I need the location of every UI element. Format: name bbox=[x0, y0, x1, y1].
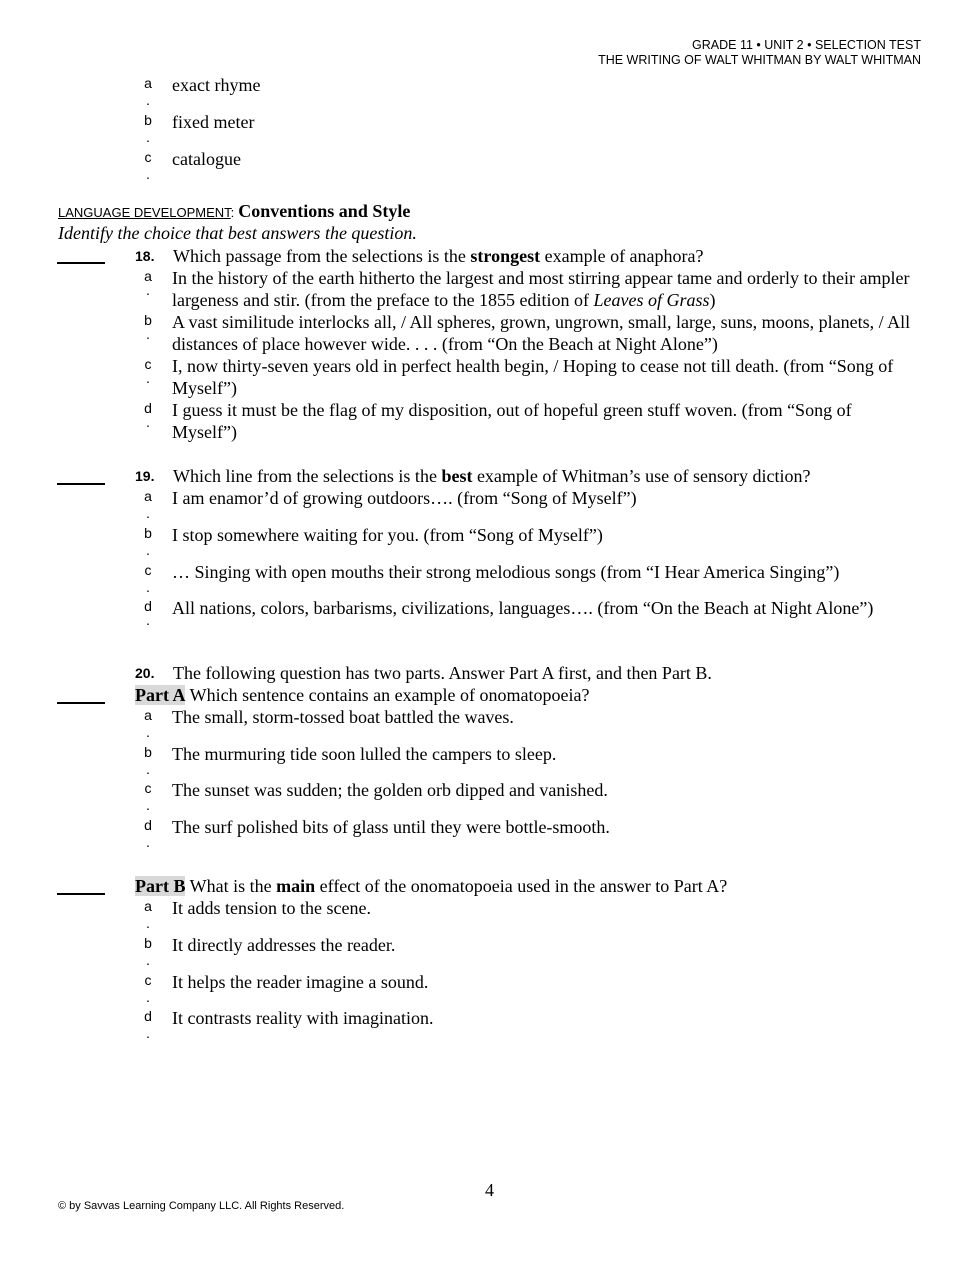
section-instructions: Identify the choice that best answers the question. bbox=[58, 223, 417, 243]
part-a-tag: Part A bbox=[135, 685, 186, 705]
option-dot: . bbox=[146, 989, 150, 1005]
header-grade-unit: GRADE 11 • UNIT 2 • SELECTION TEST bbox=[692, 38, 921, 52]
option-dot: · bbox=[145, 417, 151, 433]
option-dot: . bbox=[146, 915, 150, 931]
section-label: LANGUAGE DEVELOPMENT bbox=[58, 205, 231, 220]
option-dot: · bbox=[145, 329, 151, 345]
stem-part: effect of the onomatopoeia used in the answer to Part A? bbox=[315, 876, 728, 896]
option-letter: c bbox=[144, 780, 152, 796]
option-dot: . bbox=[146, 797, 150, 813]
option-dot: . bbox=[146, 505, 150, 521]
option-text: exact rhyme bbox=[172, 75, 261, 95]
answer-blank-20a[interactable] bbox=[57, 702, 105, 704]
option-text: … Singing with open mouths their strong melodious songs (from “I Hear America Singing”) bbox=[172, 562, 840, 582]
option-text: It helps the reader imagine a sound. bbox=[172, 972, 429, 992]
option-letter: c bbox=[144, 149, 152, 165]
question-stem-18 bbox=[173, 245, 704, 267]
option-text-end: ) bbox=[709, 290, 716, 310]
option-letter: b bbox=[144, 744, 152, 760]
option-dot: . bbox=[146, 542, 150, 558]
option-dot: . bbox=[146, 129, 150, 145]
option-letter: d bbox=[144, 598, 152, 614]
section-title: Conventions and Style bbox=[238, 201, 411, 221]
page-number: 4 bbox=[485, 1180, 494, 1200]
stem-part: example of anaphora? bbox=[540, 246, 704, 266]
option-letter: d bbox=[144, 1008, 152, 1024]
page-header bbox=[598, 38, 921, 68]
option-letter: a bbox=[144, 268, 152, 284]
option-letter: b bbox=[144, 935, 152, 951]
option-text: catalogue bbox=[172, 149, 241, 169]
option-letter: b bbox=[144, 312, 152, 328]
question-number-19: 19. bbox=[135, 468, 155, 484]
option-dot: . bbox=[146, 1025, 150, 1041]
part-b-tag: Part B bbox=[135, 876, 186, 896]
header-selection-title: THE WRITING OF WALT WHITMAN BY WALT WHITMAN bbox=[598, 53, 921, 67]
option-text: fixed meter bbox=[172, 112, 255, 132]
option-text: I stop somewhere waiting for you. (from “Song of Myself”) bbox=[172, 525, 603, 545]
option-text: I am enamor’d of growing outdoors…. (from “Song of Myself”) bbox=[172, 488, 637, 508]
option-letter: a bbox=[144, 898, 152, 914]
option-letter: a bbox=[144, 707, 152, 723]
option-letter: d bbox=[144, 400, 152, 416]
part-b-stem bbox=[135, 875, 727, 897]
option-text: A vast similitude interlocks all, / All spheres, grown, ungrown, small, large, suns, moons, planets, / All distances of place however wide. . . . (from “On the Beach at Night Alone”) bbox=[172, 312, 911, 354]
option-dot: . bbox=[146, 952, 150, 968]
stem-part: What is the bbox=[185, 876, 277, 896]
option-letter: b bbox=[144, 112, 152, 128]
answer-blank-18[interactable] bbox=[57, 262, 105, 264]
option-dot: . bbox=[146, 834, 150, 850]
option-letter: c bbox=[144, 972, 152, 988]
option-text: The murmuring tide soon lulled the campers to sleep. bbox=[172, 744, 557, 764]
section-colon: : bbox=[230, 205, 235, 220]
option-dot: · bbox=[145, 615, 151, 631]
question-intro-20: The following question has two parts. Answer Part A first, and then Part B. bbox=[173, 663, 712, 683]
option-text: I guess it must be the flag of my disposition, out of hopeful green stuff woven. (from “Song of Myself”) bbox=[172, 400, 852, 442]
answer-blank-20b[interactable] bbox=[57, 893, 105, 895]
option-dot: . bbox=[146, 724, 150, 740]
option-letter: c bbox=[144, 356, 152, 372]
option-text: It contrasts reality with imagination. bbox=[172, 1008, 434, 1028]
option-text-italic: Leaves of Grass bbox=[593, 290, 710, 310]
option-dot: . bbox=[146, 166, 150, 182]
option-dot: · bbox=[145, 285, 151, 301]
part-a-stem bbox=[135, 684, 590, 706]
option-text: It directly addresses the reader. bbox=[172, 935, 396, 955]
section-heading bbox=[58, 200, 410, 224]
stem-emphasis: strongest bbox=[470, 246, 541, 266]
option-letter: a bbox=[144, 75, 152, 91]
answer-blank-19[interactable] bbox=[57, 483, 105, 485]
option-dot: . bbox=[146, 761, 150, 777]
option-letter: b bbox=[144, 525, 152, 541]
option-letter: d bbox=[144, 817, 152, 833]
stem-emphasis: best bbox=[441, 466, 473, 486]
option-text: The small, storm-tossed boat battled the waves. bbox=[172, 707, 514, 727]
option-dot: · bbox=[145, 373, 151, 389]
option-text-main: In the history of the earth hitherto the largest and most stirring appear tame and orderly to their ampler largeness and stir. (from the preface to the 1855 edition of bbox=[172, 268, 910, 310]
option-text: The sunset was sudden; the golden orb dipped and vanished. bbox=[172, 780, 608, 800]
part-a-question: Which sentence contains an example of onomatopoeia? bbox=[185, 685, 590, 705]
stem-part: Which passage from the selections is the bbox=[173, 246, 471, 266]
question-number-20: 20. bbox=[135, 665, 155, 681]
option-text: All nations, colors, barbarisms, civilizations, languages…. (from “On the Beach at Night Alone”) bbox=[172, 598, 874, 618]
option-text: It adds tension to the scene. bbox=[172, 898, 371, 918]
question-number-18: 18. bbox=[135, 248, 155, 264]
stem-part: example of Whitman’s use of sensory diction? bbox=[472, 466, 811, 486]
stem-part: Which line from the selections is the bbox=[173, 466, 442, 486]
option-text bbox=[172, 267, 912, 311]
copyright-notice: © by Savvas Learning Company LLC. All Rights Reserved. bbox=[58, 1200, 345, 1212]
option-dot: . bbox=[146, 579, 150, 595]
option-dot: . bbox=[146, 92, 150, 108]
option-letter: c bbox=[144, 562, 152, 578]
stem-emphasis: main bbox=[276, 876, 316, 896]
question-stem-19 bbox=[173, 465, 811, 487]
option-letter: a bbox=[144, 488, 152, 504]
option-text: The surf polished bits of glass until they were bottle-smooth. bbox=[172, 817, 610, 837]
option-text: I, now thirty-seven years old in perfect health begin, / Hoping to cease not till death. (from “Song of Myself”) bbox=[172, 356, 894, 398]
